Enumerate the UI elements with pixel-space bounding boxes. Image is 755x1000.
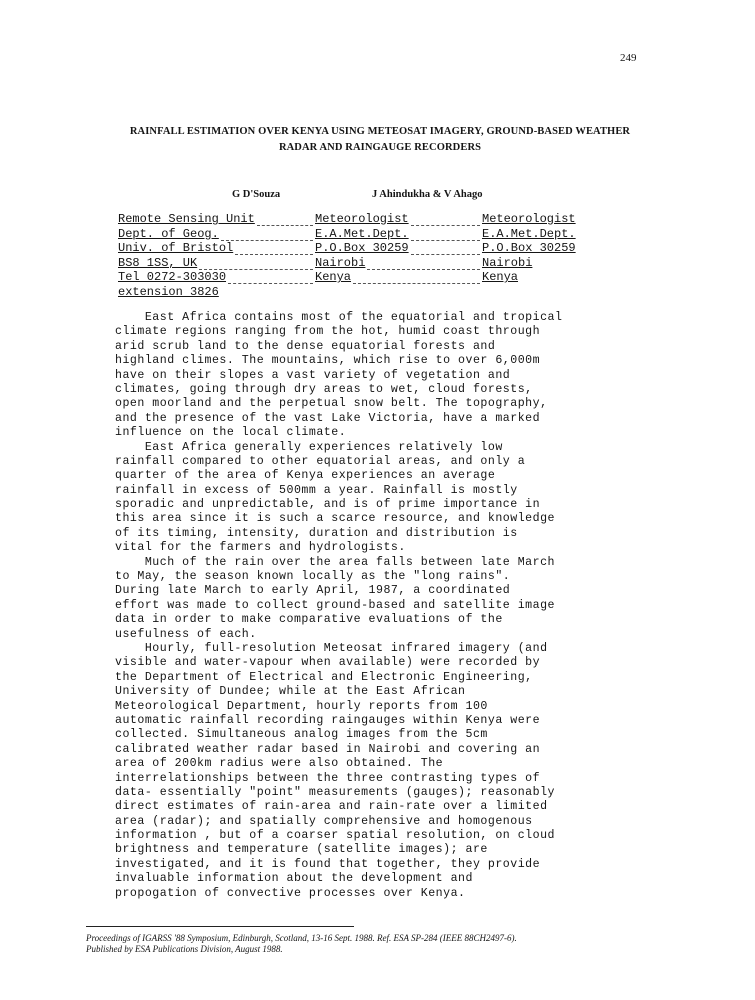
body-line: rainfall in excess of 500mm a year. Rainfall is mostly <box>115 483 518 497</box>
affiliation-cell: P.O.Box 30259 <box>482 241 576 255</box>
affiliation-cell: Kenya <box>315 270 352 284</box>
body-line: calibrated weather radar based in Nairobi and covering an <box>115 742 541 756</box>
affiliation-cell: Meteorologist <box>315 212 409 226</box>
body-line: data in order to make comparative evaluations of the <box>115 613 503 627</box>
affiliation-cell: Univ. of Bristol <box>118 241 234 255</box>
affiliation-leader <box>353 283 480 284</box>
footnote-proceedings: Proceedings of IGARSS '88 Symposium, Edinburgh, Scotland, 13-16 Sept. 1988. Ref. ESA SP-284 (IEEE 88CH2497-6). <box>86 933 517 943</box>
affiliation-cell: Meteorologist <box>482 212 576 226</box>
affiliation-cell: Tel 0272-303030 <box>118 270 227 284</box>
body-line: automatic rainfall recording raingauges within Kenya were <box>115 713 541 727</box>
body-line: climates, going through dry areas to wet, cloud forests, <box>115 382 533 396</box>
body-line: of its timing, intensity, duration and distribution is <box>115 526 518 540</box>
body-line: interrelationships between the three contrasting types of <box>115 771 541 785</box>
title-line: RAINFALL ESTIMATION OVER KENYA USING METEOSAT IMAGERY, GROUND-BASED WEATHER <box>129 126 631 137</box>
body-line: Meteorological Department, hourly reports from 100 <box>115 699 488 713</box>
body-line: East Africa generally experiences relatively low <box>115 440 503 454</box>
affiliation-row <box>118 212 608 226</box>
body-line: visible and water-vapour when available) were recorded by <box>115 656 541 670</box>
body-line: open moorland and the perpetual snow belt. The topography, <box>115 397 548 411</box>
body-line: brightness and temperature (satellite images); are <box>115 843 488 857</box>
body-line: sporadic and unpredictable, and is of prime importance in <box>115 498 541 512</box>
title-line: RADAR AND RAINGAUGE RECORDERS <box>278 142 482 153</box>
affiliation-row <box>118 256 608 270</box>
affiliation-cell: Remote Sensing Unit <box>118 212 255 226</box>
author-dsouza: G D'Souza <box>232 189 281 200</box>
body-line: quarter of the area of Kenya experiences an average <box>115 469 496 483</box>
body-line: highland climes. The mountains, which rise to over 6,000m <box>115 354 541 368</box>
body-line: information , but of a coarser spatial resolution, on cloud <box>115 829 555 843</box>
affiliation-leader <box>228 283 313 284</box>
body-line: vital for the farmers and hydrologists. <box>115 541 406 555</box>
affiliation-cell: Nairobi <box>315 256 366 270</box>
body-line: area (radar); and spatially comprehensive and homogenous <box>115 814 533 828</box>
footnote-divider <box>86 926 354 927</box>
affiliation-leader <box>411 225 480 226</box>
author-ahindukha-ahago: J Ahindukha & V Ahago <box>372 189 483 200</box>
affiliation-cell: P.O.Box 30259 <box>315 241 409 255</box>
body-text <box>115 311 615 901</box>
page-number: 249 <box>620 52 637 64</box>
footnote-publisher: Published by ESA Publications Division, August 1988. <box>86 944 283 954</box>
affiliation-row <box>118 285 608 299</box>
body-line: influence on the local climate. <box>115 426 347 440</box>
body-line: the Department of Electrical and Electronic Engineering, <box>115 670 533 684</box>
affiliation-cell: Kenya <box>482 270 519 284</box>
affiliation-row <box>118 270 608 284</box>
affiliation-leader <box>257 225 313 226</box>
footnote <box>86 933 686 955</box>
body-line: University of Dundee; while at the East African <box>115 685 466 699</box>
body-line: and the presence of the vast Lake Victoria, have a marked <box>115 411 541 425</box>
body-line: During late March to early April, 1987, a coordinated <box>115 584 511 598</box>
body-line: effort was made to collect ground-based and satellite image <box>115 598 555 612</box>
affiliation-cell: extension 3826 <box>118 285 219 299</box>
body-line: collected. Simultaneous analog images from the 5cm <box>115 728 488 742</box>
body-line: arid scrub land to the dense equatorial forests and <box>115 339 496 353</box>
body-line: East Africa contains most of the equatorial and tropical <box>115 311 563 324</box>
affiliation-row <box>118 241 608 255</box>
body-line: this area since it is such a scarce resource, and knowledge <box>115 512 555 526</box>
affiliation-cell: BS8 1SS, UK <box>118 256 198 270</box>
affiliation-cell: Dept. of Geog. <box>118 227 219 241</box>
body-line: rainfall compared to other equatorial areas, and only a <box>115 454 526 468</box>
body-line: to May, the season known locally as the "long rains". <box>115 570 511 584</box>
affiliation-leader <box>411 254 480 255</box>
affiliation-row <box>118 227 608 241</box>
body-line: have on their slopes a vast variety of vegetation and <box>115 368 511 382</box>
body-line: usefulness of each. <box>115 627 257 641</box>
body-line: area of 200km radius were also obtained. The <box>115 757 444 771</box>
body-line: climate regions ranging from the hot, humid coast through <box>115 325 541 339</box>
affiliation-cell: Nairobi <box>482 256 533 270</box>
affiliation-leader <box>235 254 313 255</box>
body-line: invaluable information about the development and <box>115 872 473 886</box>
body-line: data- essentially "point" measurements (gauges); reasonably <box>115 785 555 799</box>
affiliation-cell: E.A.Met.Dept. <box>315 227 409 241</box>
body-line: Much of the rain over the area falls between late March <box>115 555 555 569</box>
body-line: direct estimates of rain-area and rain-rate over a limited <box>115 800 548 814</box>
body-line: investigated, and it is found that together, they provide <box>115 857 541 871</box>
affiliation-cell: E.A.Met.Dept. <box>482 227 576 241</box>
body-line: propogation of convective processes over Kenya. <box>115 886 466 900</box>
body-line: Hourly, full-resolution Meteosat infrared imagery (and <box>115 641 548 655</box>
paper-title <box>80 124 680 156</box>
